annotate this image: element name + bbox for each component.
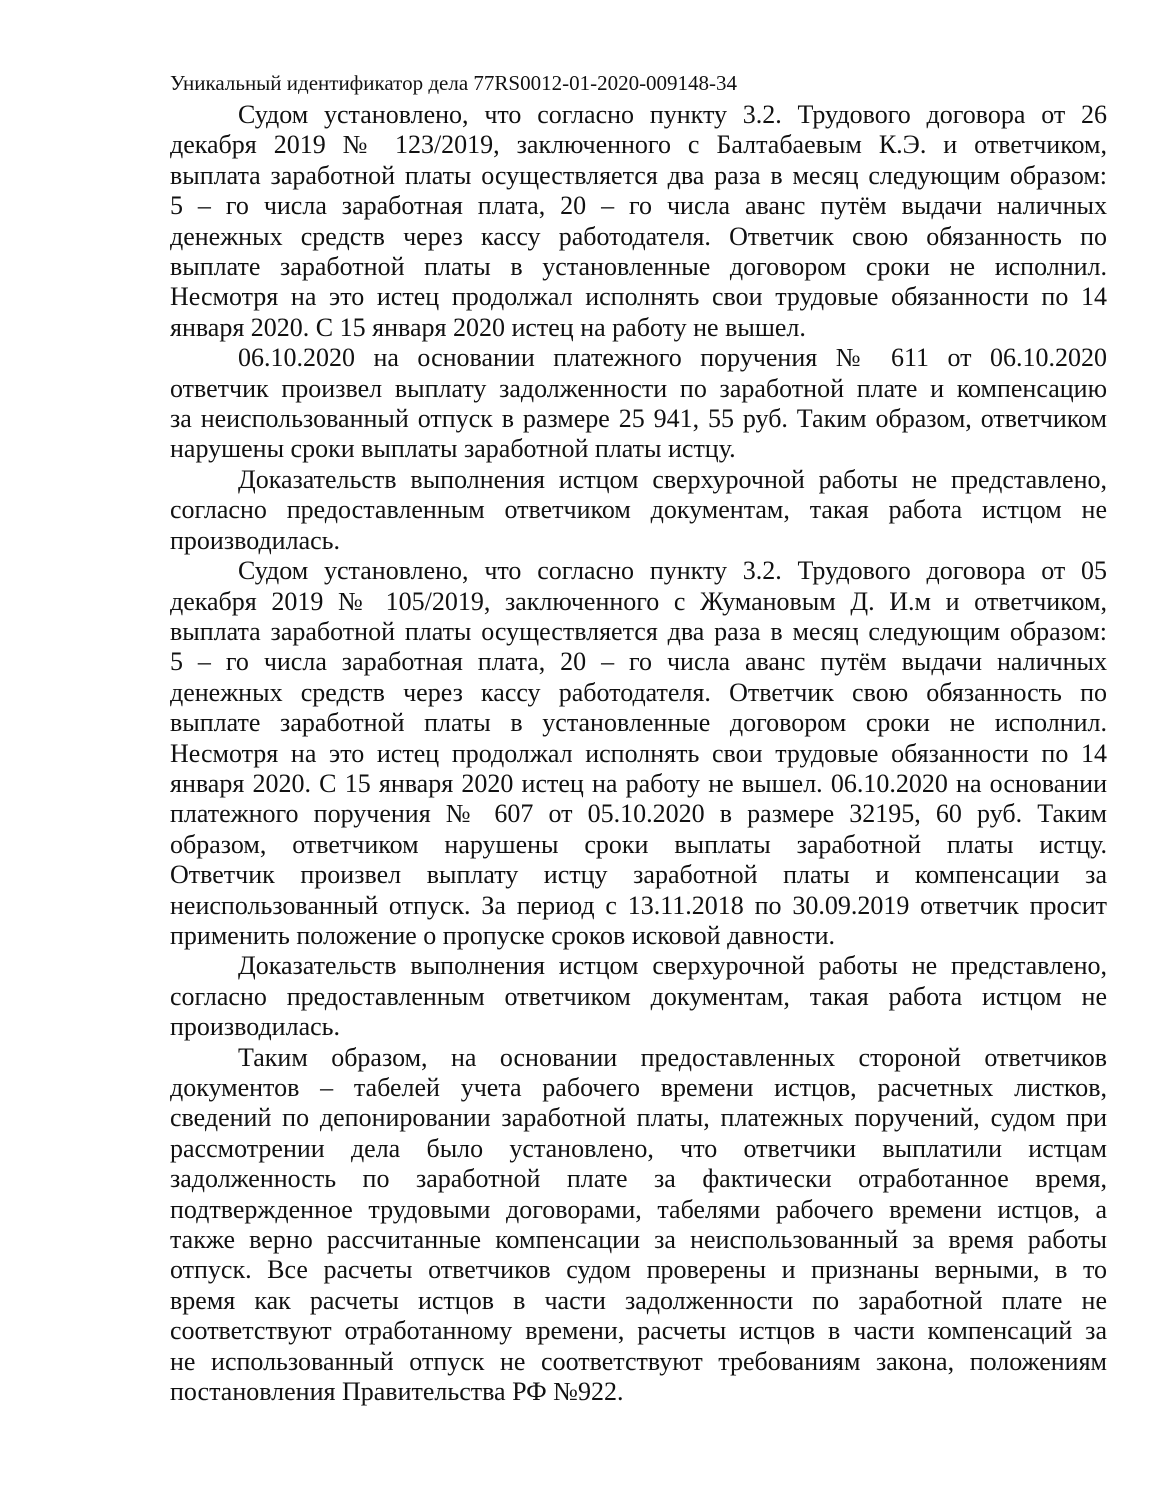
text-line: за неиспользованный отпуск в размере 25 941, 55 руб. Таким образом, ответчиком — [170, 404, 1107, 434]
case-identifier: Уникальный идентификатор дела 77RS0012-01-2020-009148-34 — [170, 71, 738, 95]
text-line: время как расчеты истцов в части задолженности по заработной плате не — [170, 1285, 1107, 1315]
text-line: денежных средств через кассу работодателя. Ответчик свою обязанность по — [170, 677, 1107, 707]
text-line: постановления Правительства РФ №922. — [170, 1377, 624, 1407]
text-line: января 2020. С 15 января 2020 истец на работу не вышел. — [170, 312, 806, 342]
text-line: производилась. — [170, 1012, 341, 1042]
text-line: Судом установлено, что согласно пункту 3.2. Трудового договора от 05 — [238, 556, 1107, 586]
text-line: задолженность по заработной плате за фактически отработанное время, — [170, 1164, 1107, 1194]
paragraph — [170, 465, 1107, 556]
text-line: выплата заработной платы осуществляется два раза в месяц следующим образом: — [170, 616, 1107, 646]
text-line: 5 – го числа заработная плата, 20 – го числа аванс путём выдачи наличных — [170, 191, 1107, 221]
text-line: Таким образом, на основании предоставленных стороной ответчиков — [238, 1042, 1107, 1072]
text-line: документов – табелей учета рабочего времени истцов, расчетных листков, — [170, 1073, 1107, 1102]
text-line: декабря 2019 № 123/2019, заключенного с Балтабаевым К.Э. и ответчиком, — [170, 130, 1107, 160]
text-line: не использованный отпуск не соответствуют требованиям закона, положениям — [170, 1346, 1107, 1376]
text-line: нарушены сроки выплаты заработной платы истцу. — [170, 434, 736, 464]
text-line: платежного поручения № 607 от 05.10.2020 в размере 32195, 60 руб. Таким — [170, 799, 1107, 829]
text-line: января 2020. С 15 января 2020 истец на работу не вышел. 06.10.2020 на основании — [170, 768, 1107, 798]
text-line: 5 – го числа заработная плата, 20 – го числа аванс путём выдачи наличных — [170, 647, 1107, 677]
paragraph — [170, 100, 1107, 343]
text-line: согласно предоставленным ответчиком документам, такая работа истцом не — [170, 495, 1107, 525]
text-line: образом, ответчиком нарушены сроки выплаты заработной платы истцу. — [170, 829, 1107, 859]
text-line: отпуск. Все расчеты ответчиков судом проверены и признаны верными, в то — [170, 1255, 1107, 1285]
text-line: неиспользованный отпуск. За период с 13.11.2018 по 30.09.2019 ответчик просит — [170, 890, 1107, 920]
document-body — [170, 100, 1107, 1407]
text-line: декабря 2019 № 105/2019, заключенного с Жумановым Д. И.м и ответчиком, — [170, 586, 1107, 616]
text-line: Несмотря на это истец продолжал исполнять свои трудовые обязанности по 14 — [170, 282, 1107, 312]
paragraph — [170, 951, 1107, 1042]
text-line: Ответчик произвел выплату истцу заработной платы и компенсации за — [170, 860, 1107, 890]
text-line: согласно предоставленным ответчиком документам, такая работа истцом не — [170, 981, 1107, 1011]
text-line: 06.10.2020 на основании платежного поручения № 611 от 06.10.2020 — [238, 343, 1107, 373]
text-line: ответчик произвел выплату задолженности по заработной плате и компенсацию — [170, 373, 1107, 403]
paragraph — [170, 556, 1107, 951]
text-line: выплата заработной платы осуществляется два раза в месяц следующим образом: — [170, 160, 1107, 190]
text-line: выплате заработной платы в установленные договором сроки не исполнил. — [170, 708, 1107, 738]
text-line: Судом установлено, что согласно пункту 3.2. Трудового договора от 26 — [238, 100, 1107, 129]
text-line: соответствуют отработанному времени, расчеты истцов в части компенсаций за — [170, 1316, 1107, 1346]
text-line: сведений по депонировании заработной платы, платежных поручений, судом при — [170, 1103, 1107, 1133]
text-line: денежных средств через кассу работодателя. Ответчик свою обязанность по — [170, 221, 1107, 251]
text-line: производилась. — [170, 525, 341, 555]
paragraph — [170, 1043, 1107, 1408]
paragraph — [170, 343, 1107, 465]
text-line: применить положение о пропуске сроков исковой давности. — [170, 920, 836, 950]
text-line: Несмотря на это истец продолжал исполнять свои трудовые обязанности по 14 — [170, 738, 1107, 768]
text-line: подтвержденное трудовыми договорами, табелями рабочего времени истцов, а — [170, 1194, 1107, 1224]
text-line: Доказательств выполнения истцом сверхурочной работы не представлено, — [238, 464, 1107, 494]
text-line: выплате заработной платы в установленные договором сроки не исполнил. — [170, 252, 1107, 282]
text-line: Доказательств выполнения истцом сверхурочной работы не представлено, — [238, 951, 1107, 981]
text-line: рассмотрении дела было установлено, что ответчики выплатили истцам — [170, 1133, 1107, 1163]
text-line: также верно рассчитанные компенсации за неиспользованный за время работы — [170, 1225, 1107, 1255]
